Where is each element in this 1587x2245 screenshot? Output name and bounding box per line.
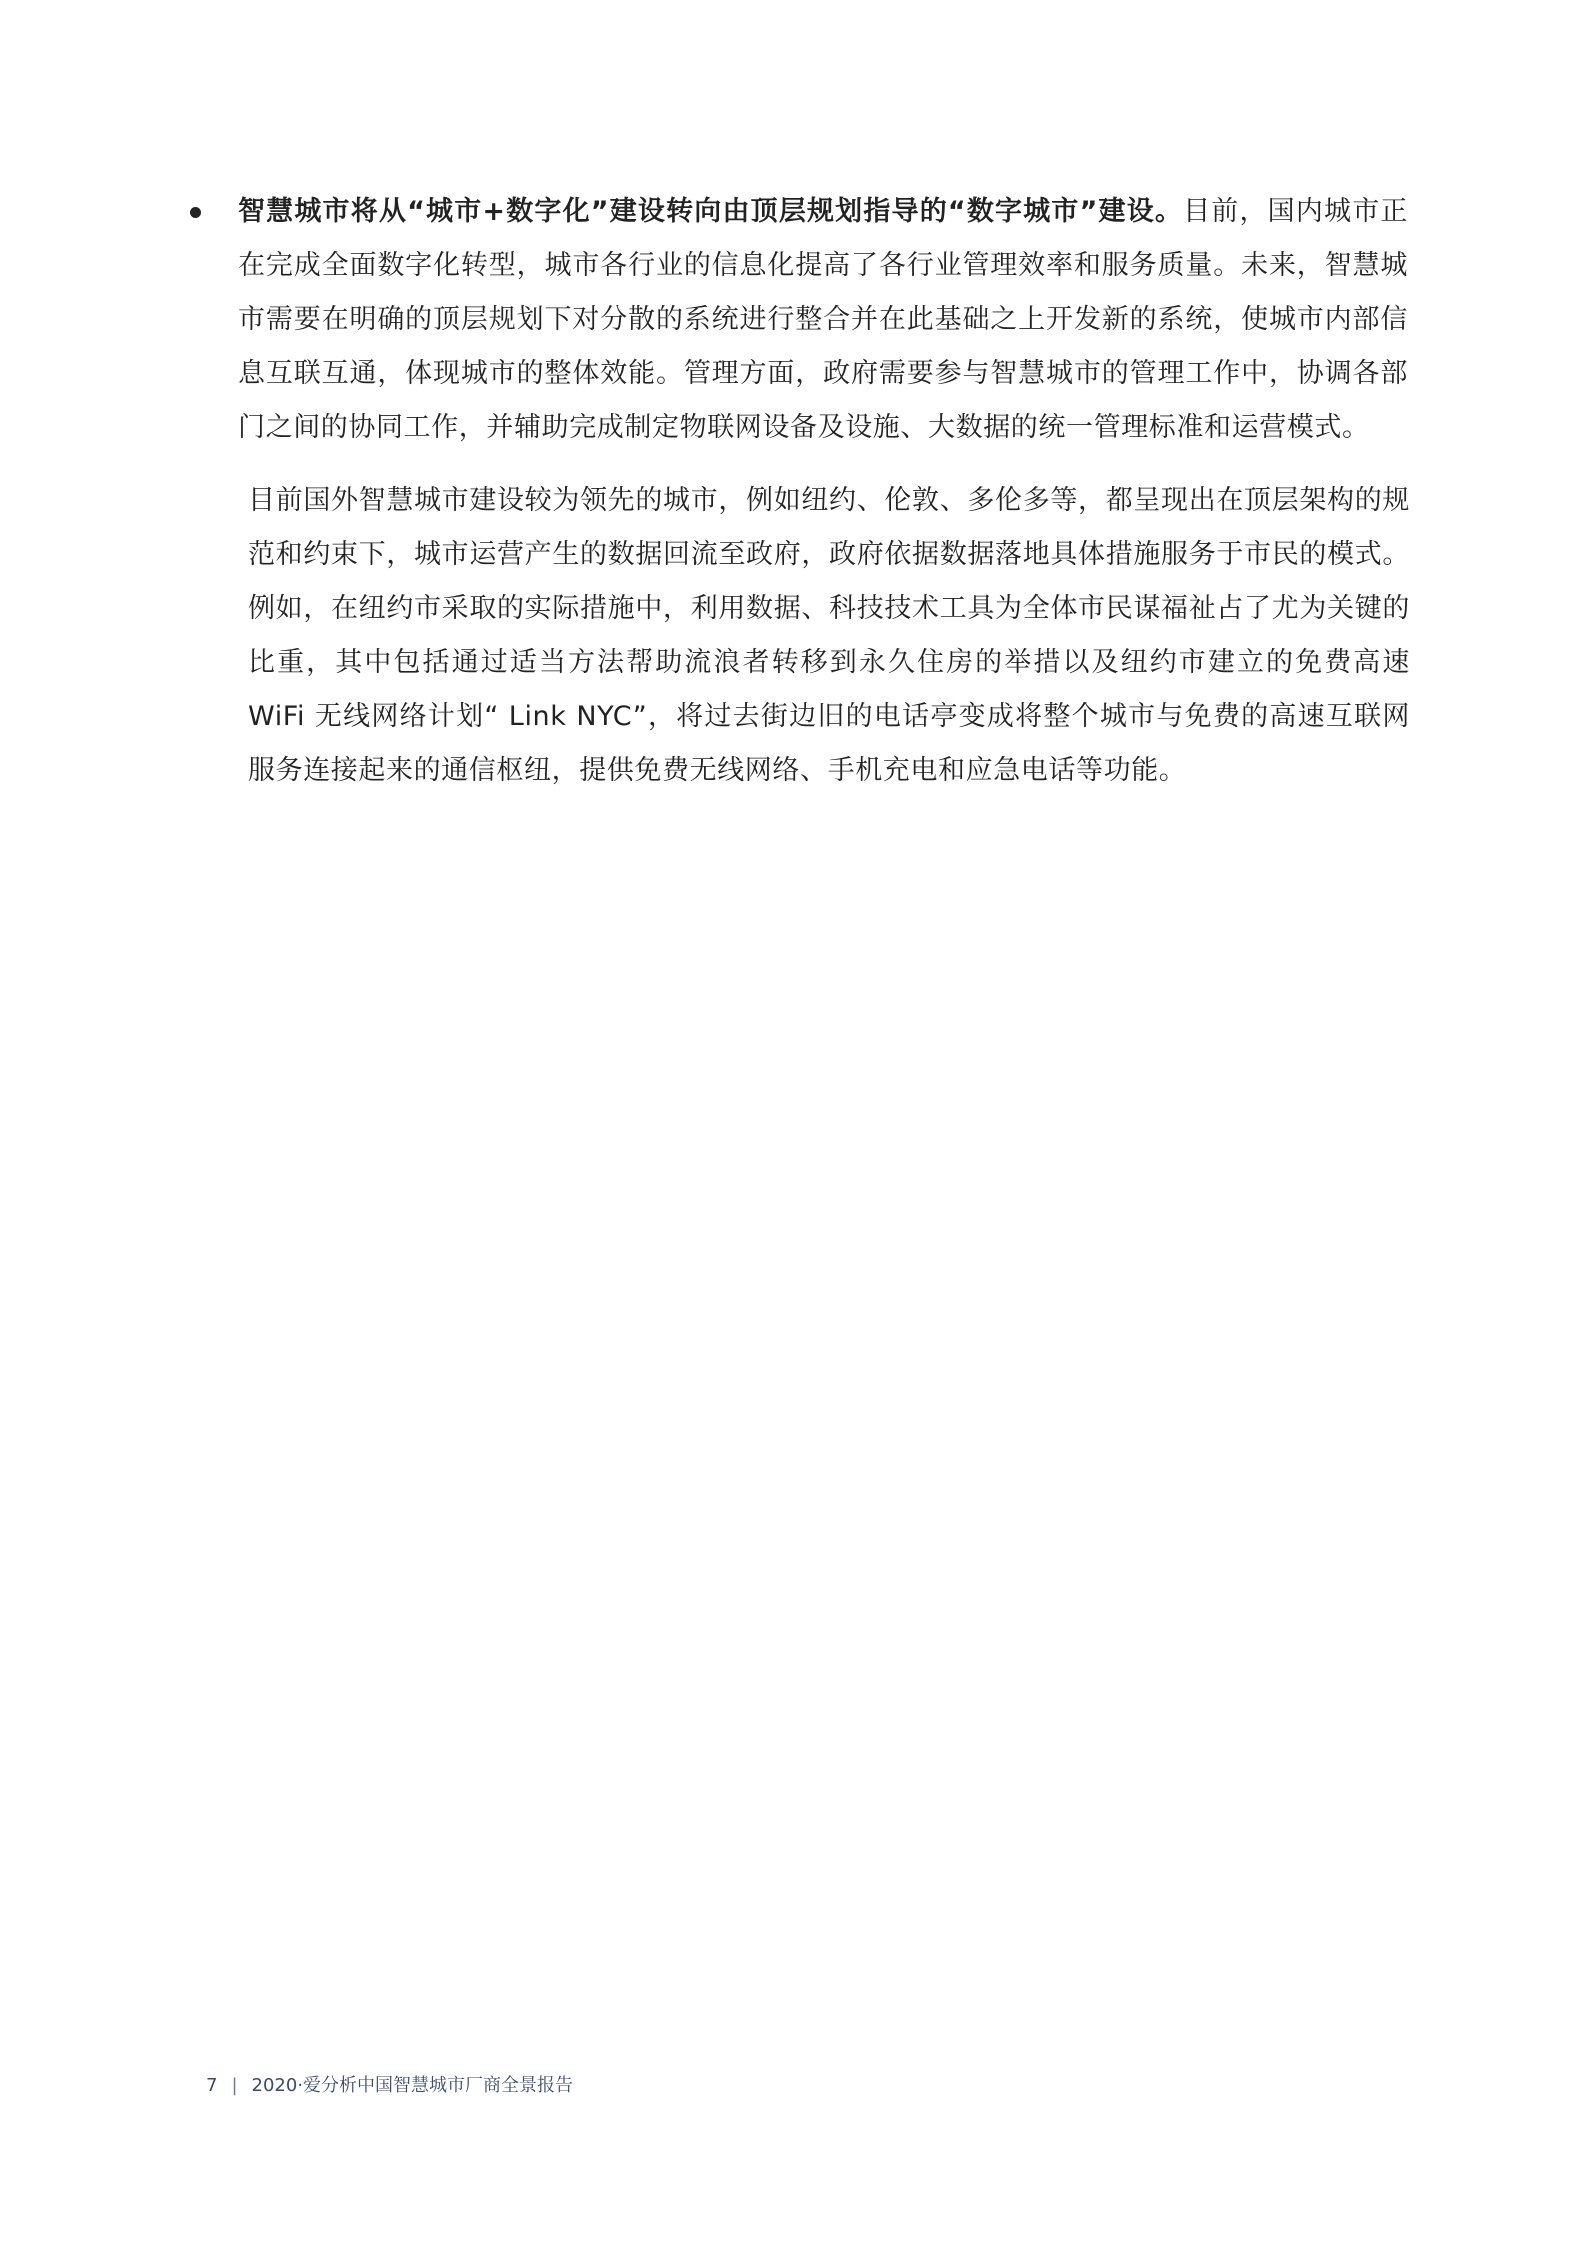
body-paragraph: 目前国外智慧城市建设较为领先的城市，例如纽约、伦敦、多伦多等，都呈现出在顶层架构的规范和约束下，城市运营产生的数据回流至政府，政府依据数据落地具体措施服务于市民的模式。例如，在纽约市采取的实际措施中，利用数据、科技技术工具为全体市民谋福祉占了尤为关键的比重，其中包括通过适当方法帮助流浪者转移到永久住房的举措以及纽约市建立的免费高速 WiFi 无线网络计划“ Link NYC”，将过去街边旧的电话亭变成将整个城市与免费的高速互联网服务连接起来的通信枢纽，提供免费无线网络、手机充电和应急电话等功能。 [248,485,1410,786]
footer-separator: | [231,2075,238,2096]
bullet-text [238,185,1408,455]
bullet-body-text: 目前，国内城市正在完成全面数字化转型，城市各行业的信息化提高了各行业管理效率和服务质量。未来，智慧城市需要在明确的顶层规划下对分散的系统进行整合并在此基础之上开发新的系统，使城市内部信息互联互通，体现城市的整体效能。管理方面，政府需要参与智慧城市的管理工作中，协调各部门之间的协同工作，并辅助完成制定物联网设备及设施、大数据的统一管理标准和运营模式。 [238,196,1408,443]
page-number: 7 [206,2075,218,2096]
bullet-dot-icon [190,207,201,218]
bullet-lead-text: 智慧城市将从“城市+数字化”建设转向由顶层规划指导的“数字城市”建设。 [238,196,1184,227]
report-title: 2020·爱分析中国智慧城市厂商全景报告 [251,2075,574,2096]
page-footer [206,2071,573,2097]
